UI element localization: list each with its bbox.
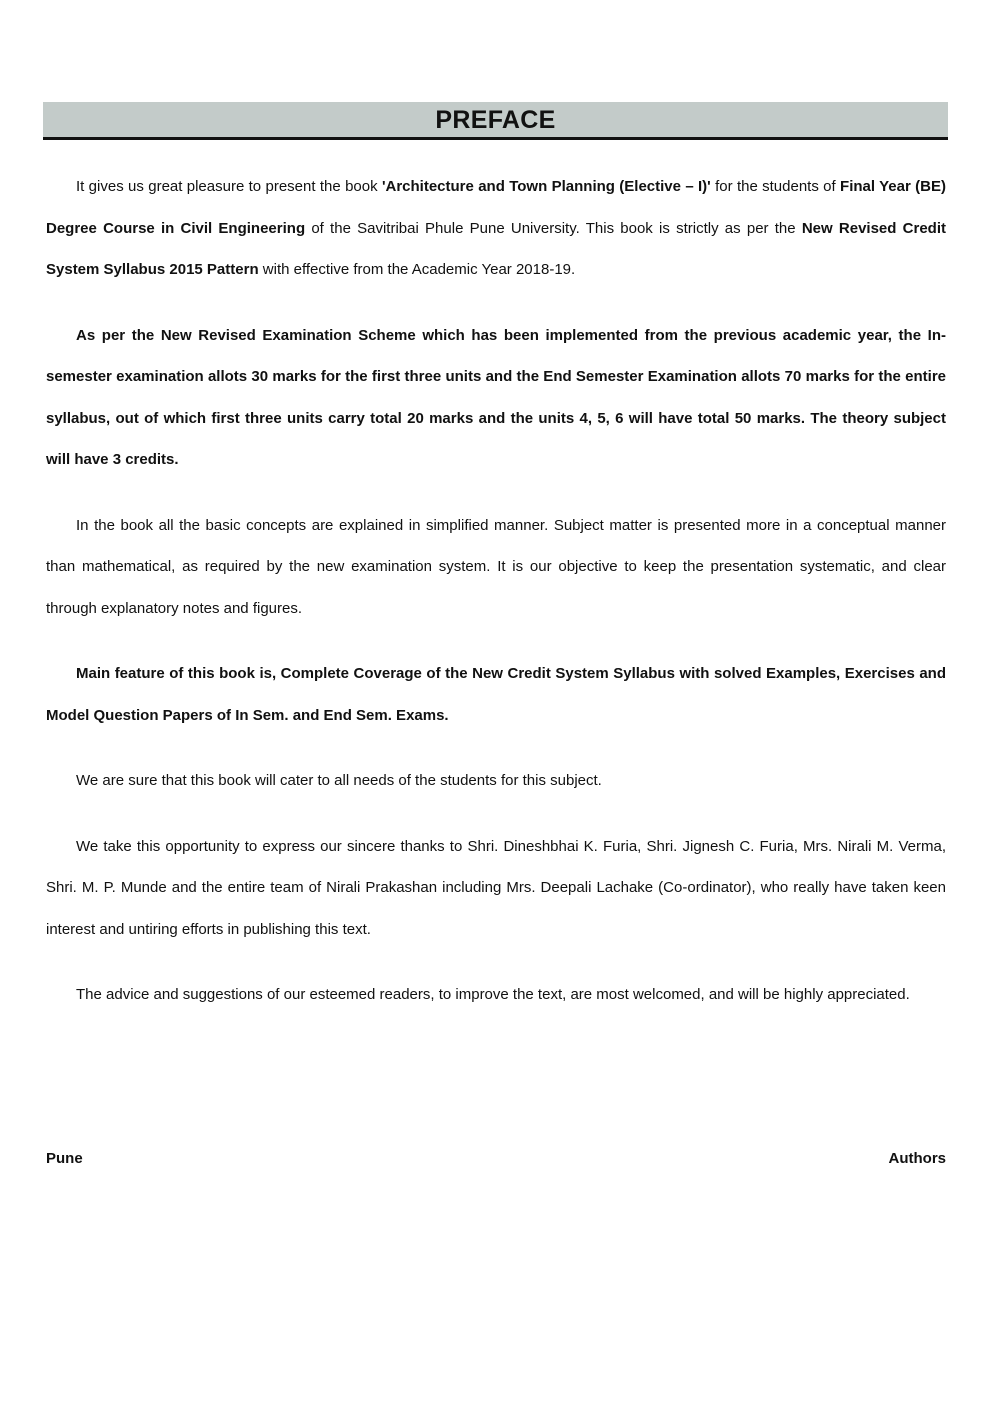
text: with effective from the Academic Year 2018-19. xyxy=(258,261,576,278)
preface-body xyxy=(46,166,946,1040)
text: The advice and suggestions of our esteemed readers, to improve the text, are most welcomed, and will be highly appreciated. xyxy=(76,986,910,1003)
place-label: Pune xyxy=(46,1150,83,1167)
paragraph xyxy=(46,760,946,802)
paragraph xyxy=(46,505,946,630)
text: We are sure that this book will cater to all needs of the students for this subject. xyxy=(76,772,602,789)
text: for the students of xyxy=(710,178,841,195)
paragraph xyxy=(46,166,946,291)
text: We take this opportunity to express our sincere thanks to Shri. Dineshbhai K. Furia, Shri. Jignesh C. Furia, Mrs. Nirali M. Verma, Shri. M. P. Munde and the entire team of Nirali Prakashan including Mrs. Deepali Lachake (Co-ordinator), who really have taken keen interest and untiring efforts in publishing this text. xyxy=(46,837,946,938)
bold-text: New Revised Credit System Syllabus 2015 Pattern xyxy=(46,219,946,278)
paragraph xyxy=(46,826,946,951)
bold-text: As per the New Revised Examination Scheme which has been implemented from the previous academic year, the In-semester examination allots 30 marks for the first three units and the End Semester Examination allots 70 marks for the entire syllabus, out of which first three units carry total 20 marks and the units 4, 5, 6 will have total 50 marks. The theory subject will have 3 credits. xyxy=(46,326,946,468)
authors-label: Authors xyxy=(888,1150,946,1167)
bold-text: Main feature of this book is, Complete Coverage of the New Credit System Syllabus with solved Examples, Exercises and Model Question Papers of In Sem. and End Sem. Exams. xyxy=(46,665,946,724)
text: of the Savitribai Phule Pune University. This book is strictly as per the xyxy=(305,219,802,237)
paragraph xyxy=(46,974,946,1016)
text: It gives us great pleasure to present the book xyxy=(76,178,382,195)
bold-text: 'Architecture and Town Planning (Elective – I)' xyxy=(381,178,711,195)
bold-text: Final Year (BE) Degree Course in Civil Engineering xyxy=(46,178,946,237)
text: In the book all the basic concepts are explained in simplified manner. Subject matter is presented more in a conceptual manner than mathematical, as required by the new examination system. It is our objective to keep the presentation systematic, and clear through explanatory notes and figures. xyxy=(46,516,946,617)
preface-footer xyxy=(46,1150,946,1167)
page-title: PREFACE xyxy=(435,106,556,134)
paragraph xyxy=(46,653,946,736)
paragraph xyxy=(46,315,946,481)
preface-header-bar xyxy=(43,102,948,140)
